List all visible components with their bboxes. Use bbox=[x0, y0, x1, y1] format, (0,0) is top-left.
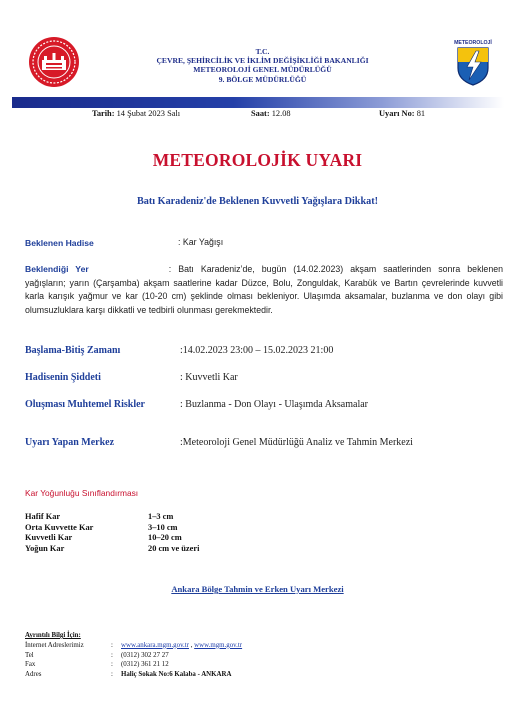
hadise-label: Beklenen Hadise bbox=[25, 238, 94, 248]
header-line-directorate: METEOROLOJİ GENEL MÜDÜRLÜĞÜ bbox=[193, 65, 332, 75]
internet-row bbox=[25, 641, 242, 651]
ankara-website-link[interactable]: www.ankara.mgm.gov.tr bbox=[121, 641, 189, 649]
fax-colon: : bbox=[111, 661, 113, 669]
region-label: Beklendiği Yer bbox=[25, 264, 89, 274]
internet-colon: : bbox=[111, 641, 113, 649]
snow-classification-title: Kar Yoğunluğu Sınıflandırması bbox=[25, 488, 139, 498]
page-title: METEOROLOJİK UYARI bbox=[152, 150, 363, 170]
snow-class-range: 20 cm ve üzeri bbox=[148, 543, 200, 553]
mgm-website-link[interactable]: www.mgm.gov.tr bbox=[194, 641, 243, 649]
region-text: : Batı Karadeniz’de, bugün (14.02.2023) akşam saatlerinden sonra beklenen yağışların; yarın (Çarşamba) akşam saatlerine kadar Düzce, Bolu, Zonguldak, Karabük ve Bartın çevrelerinde kuvvetli karla karışık yağmur ve kar (10-20 cm) şeklinde olması bekleniyor. Ulaşımda aksamalar, buzlanma ve don olayı gibi olumsuzluklara karşı dikkatli ve tedbirli olunması gerekmektedir. bbox=[25, 264, 503, 316]
warning-number-label: Uyarı No: bbox=[379, 109, 415, 118]
meteorology-logo bbox=[454, 40, 492, 88]
address-row bbox=[25, 670, 242, 680]
meteorology-logo-text: METEOROLOJİ bbox=[454, 40, 492, 46]
header-bar bbox=[12, 97, 504, 108]
address-label: Adres bbox=[25, 671, 42, 679]
ministry-logo bbox=[28, 36, 80, 88]
time-field bbox=[251, 109, 291, 118]
fax-row bbox=[25, 660, 242, 670]
contact-title: Ayrıntılı Bilgi İçin: bbox=[25, 632, 81, 639]
date-field bbox=[92, 109, 180, 118]
snow-class-range: 3–10 cm bbox=[148, 522, 178, 532]
date-value: 14 Şubat 2023 Salı bbox=[116, 109, 181, 118]
snow-row bbox=[25, 533, 199, 544]
time-range-label: Başlama-Bitiş Zamanı bbox=[25, 345, 121, 356]
warning-number-value: 81 bbox=[416, 109, 426, 118]
time-value: 12.08 bbox=[271, 109, 291, 118]
tel-colon: : bbox=[111, 651, 113, 659]
header-line-region: 9. BÖLGE MÜDÜRLÜĞÜ bbox=[218, 74, 307, 84]
lightning-shield-icon bbox=[454, 46, 492, 86]
warning-number-field bbox=[379, 109, 425, 118]
institution-header bbox=[110, 47, 415, 84]
internet-label: İnternet Adreslerimiz bbox=[25, 641, 84, 649]
warning-subtitle: Batı Karadeniz'de Beklenen Kuvvetli Yağışlara Dikkat! bbox=[136, 196, 378, 207]
link-separator: , bbox=[189, 641, 195, 649]
issuing-center-label: Uyarı Yapan Merkez bbox=[25, 437, 115, 448]
time-label: Saat: bbox=[251, 109, 270, 118]
snow-class-name: Hafif Kar bbox=[25, 512, 61, 521]
snow-class-range: 1–3 cm bbox=[148, 512, 174, 521]
snow-row bbox=[25, 512, 199, 523]
risks-label: Oluşması Muhtemel Riskler bbox=[25, 399, 145, 410]
severity-label: Hadisenin Şiddeti bbox=[25, 372, 101, 383]
hadise-value: : Kar Yağışı bbox=[178, 237, 224, 247]
snow-class-name: Orta Kuvvette Kar bbox=[25, 522, 94, 532]
tel-row bbox=[25, 651, 242, 661]
snow-class-name: Yoğun Kar bbox=[25, 543, 65, 553]
forecast-center-link[interactable]: Ankara Bölge Tahmin ve Erken Uyarı Merkezi bbox=[171, 584, 344, 594]
date-label: Tarih: bbox=[92, 109, 115, 118]
region-paragraph bbox=[25, 263, 503, 318]
header-line-ministry: ÇEVRE, ŞEHİRCİLİK VE İKLİM DEĞİŞİKLİĞİ BAKANLIĞI bbox=[156, 56, 369, 66]
tel-label: Tel bbox=[25, 651, 34, 659]
fax-value: (0312) 361 21 12 bbox=[121, 661, 169, 669]
snow-class-name: Kuvvetli Kar bbox=[25, 533, 73, 542]
address-value: Haliç Sokak No:6 Kalaba - ANKARA bbox=[121, 671, 232, 679]
address-colon: : bbox=[111, 671, 113, 679]
snow-class-range: 10–20 cm bbox=[148, 533, 182, 542]
risks-value: : Buzlanma - Don Olayı - Ulaşımda Aksamalar bbox=[180, 399, 369, 410]
contact-footer bbox=[25, 631, 242, 680]
severity-value: : Kuvvetli Kar bbox=[180, 372, 238, 383]
snow-classification-table bbox=[25, 512, 199, 554]
snow-row bbox=[25, 544, 199, 555]
issuing-center-value: :Meteoroloji Genel Müdürlüğü Analiz ve Tahmin Merkezi bbox=[180, 437, 413, 448]
fax-label: Fax bbox=[25, 661, 36, 669]
header-line-tc: T.C. bbox=[255, 47, 270, 56]
snow-row bbox=[25, 523, 199, 534]
tel-value: (0312) 302 27 27 bbox=[121, 651, 169, 659]
time-range-value: :14.02.2023 23:00 – 15.02.2023 21:00 bbox=[180, 345, 334, 356]
